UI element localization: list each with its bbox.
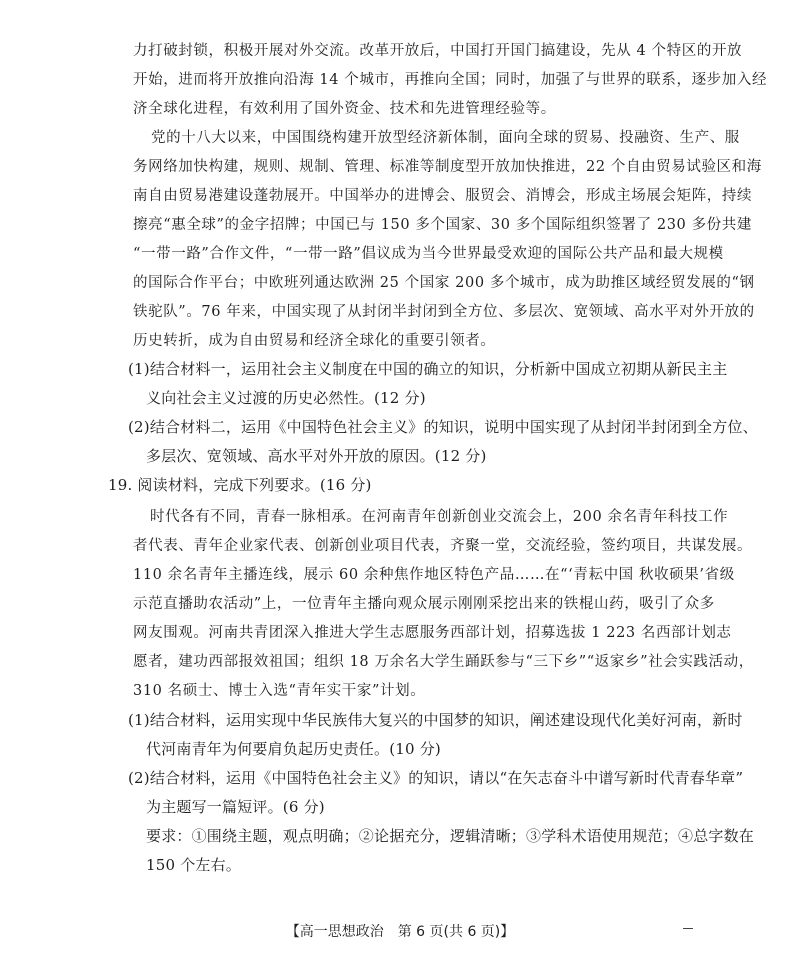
- question-19-part-1-cont: 代河南青年为何要肩负起历史责任。(10 分): [146, 740, 441, 758]
- question-19-part-2: (2)结合材料，运用《中国特色社会主义》的知识，请以“在矢志奋斗中谱写新时代青春华章”: [128, 769, 744, 787]
- material-line: 擦亮“惠全球”的金字招牌；中国已与 150 多个国家、30 多个国际组织签署了 230 多份共建: [133, 217, 752, 233]
- material-line: 时代各有不同，青春一脉相承。在河南青年创新创业交流会上，200 余名青年科技工作: [150, 509, 729, 525]
- scan-mark: [683, 928, 693, 929]
- question-18-part-2-cont: 多层次、宽领域、高水平对外开放的原因。(12 分): [146, 447, 487, 465]
- material-line: 的国际合作平台；中欧班列通达欧洲 25 个国家 200 多个城市，成为助推区域经贸发展的“钢: [133, 275, 755, 291]
- material-line: 310 名硕士、博士入选“青年实干家”计划。: [133, 683, 426, 699]
- question-18-part-1-cont: 义向社会主义过渡的历史必然性。(12 分): [146, 389, 426, 407]
- material-line: 济全球化进程，有效利用了国外资金、技术和先进管理经验等。: [133, 101, 556, 117]
- material-line: 力打破封锁，积极开展对外交流。改革开放后，中国打开国门搞建设，先从 4 个特区的开放: [133, 43, 743, 59]
- material-line: 开始，进而将开放推向沿海 14 个城市，再推向全国；同时，加强了与世界的联系，逐步加入经: [133, 72, 768, 88]
- requirements-cont: 150 个左右。: [146, 856, 241, 874]
- material-line: 者代表、青年企业家代表、创新创业项目代表，齐聚一堂，交流经验，签约项目，共谋发展。: [133, 538, 753, 554]
- material-line: 党的十八大以来，中国围绕构建开放型经济新体制，面向全球的贸易、投融资、生产、服: [151, 130, 740, 146]
- material-line: 110 余名青年主播连线，展示 60 余种焦作地区特色产品……在“‘青耘中国 秋收硕果’省级: [133, 567, 735, 583]
- material-line: 网友围观。河南共青团深入推进大学生志愿服务西部计划，招募选拔 1 223 名西部计划志: [133, 625, 732, 641]
- material-line: 铁驼队”。76 年来，中国实现了从封闭半封闭到全方位、多层次、宽领域、高水平对外开放的: [133, 304, 755, 320]
- material-line: 历史转折，成为自由贸易和经济全球化的重要引领者。: [133, 333, 496, 349]
- question-19-part-1: (1)结合材料，运用实现中华民族伟大复兴的中国梦的知识，阐述建设现代化美好河南，新时: [128, 711, 743, 729]
- material-line: “一带一路”合作文件，“一带一路”倡议成为当今世界最受欢迎的国际公共产品和最大规模: [133, 246, 724, 262]
- material-line: 愿者，建功西部报效祖国；组织 18 万余名大学生踊跃参与“三下乡”“返家乡”社会实践活动，: [133, 654, 754, 670]
- requirements: 要求：①围绕主题，观点明确；②论据充分，逻辑清晰；③学科术语使用规范；④总字数在: [146, 827, 755, 845]
- question-19-heading: 19. 阅读材料，完成下列要求。(16 分): [108, 476, 372, 494]
- material-line: 示范直播助农活动”上，一位青年主播向观众展示刚刚采挖出来的铁棍山药，吸引了众多: [133, 596, 715, 612]
- material-line: 南自由贸易港建设蓬勃展开。中国举办的进博会、服贸会、消博会，形成主场展会矩阵，持续: [133, 188, 753, 204]
- question-18-part-1: (1)结合材料一，运用社会主义制度在中国的确立的知识，分析新中国成立初期从新民主主: [128, 360, 728, 378]
- page-footer: 【高一思想政治 第 6 页(共 6 页)】: [285, 924, 515, 940]
- question-18-part-2: (2)结合材料二，运用《中国特色社会主义》的知识，说明中国实现了从封闭半封闭到全方位、: [128, 418, 758, 436]
- question-19-part-2-cont: 为主题写一篇短评。(6 分): [146, 798, 325, 816]
- material-line: 务网络加快构建，规则、规制、管理、标准等制度型开放加快推进，22 个自由贸易试验区和海: [133, 159, 762, 175]
